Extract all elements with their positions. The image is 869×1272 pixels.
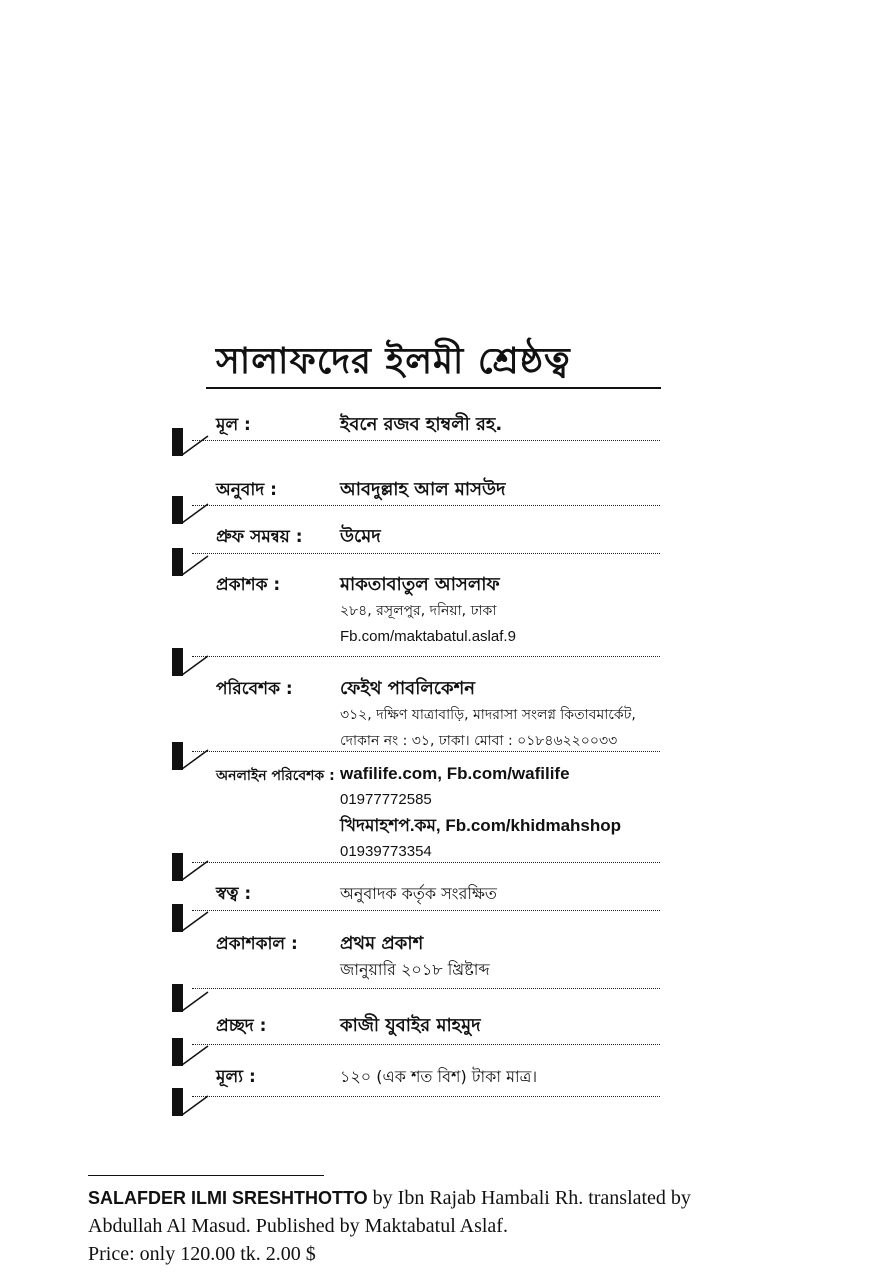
entry-value: অনুবাদক কর্তৃক সংরক্ষিত	[340, 884, 497, 903]
entry-label: প্রকাশকাল :	[216, 934, 298, 954]
entry-value: উমেদ	[340, 526, 381, 547]
footer-line-1	[88, 1184, 788, 1212]
dotted-divider	[192, 751, 660, 752]
corner-mark-icon	[172, 496, 212, 524]
entry-value: Fb.com/maktabatul.aslaf.9	[340, 628, 516, 645]
title-divider	[206, 387, 661, 389]
footer-credits	[88, 1184, 788, 1268]
entry-value: আবদুল্লাহ আল মাসউদ	[340, 479, 506, 500]
entry-label: প্রকাশক :	[216, 575, 281, 595]
entry-value: 01939773354	[340, 843, 432, 860]
footer-line-1-rest: by Ibn Rajab Hambali Rh. translated by	[367, 1187, 691, 1209]
dotted-divider	[192, 440, 660, 441]
dotted-divider	[192, 862, 660, 863]
corner-mark-icon	[172, 648, 212, 676]
corner-mark-icon	[172, 984, 212, 1012]
entry-label: প্রচ্ছদ :	[216, 1016, 267, 1036]
entry-label: প্রুফ সমন্বয় :	[216, 527, 303, 547]
corner-mark-icon	[172, 853, 212, 881]
corner-mark-icon	[172, 1038, 212, 1066]
entry-value: wafilife.com, Fb.com/wafilife	[340, 764, 570, 783]
entry-value: জানুয়ারি ২০১৮ খ্রিষ্টাব্দ	[340, 960, 490, 979]
dotted-divider	[192, 505, 660, 506]
entry-value: ফেইথ পাবলিকেশন	[340, 678, 475, 699]
entry-value: মাকতাবাতুল আসলাফ	[340, 574, 500, 595]
entry-value: ২৮৪, রসূলপুর, দনিয়া, ঢাকা	[340, 603, 497, 619]
corner-mark-icon	[172, 904, 212, 932]
entry-value: খিদমাহশপ.কম, Fb.com/khidmahshop	[340, 816, 622, 835]
entry-value: প্রথম প্রকাশ	[340, 933, 424, 954]
corner-mark-icon	[172, 742, 212, 770]
footer-line-2: Abdullah Al Masud. Published by Maktabatul Aslaf.	[88, 1215, 508, 1237]
dotted-divider	[192, 656, 660, 657]
corner-mark-icon	[172, 428, 212, 456]
corner-mark-icon	[172, 548, 212, 576]
entry-label: পরিবেশক :	[216, 679, 293, 699]
entry-value: ৩১২, দক্ষিণ যাত্রাবাড়ি, মাদরাসা সংলগ্ন কিতাবমার্কেট,	[340, 707, 636, 723]
entry-value: দোকান নং : ৩১, ঢাকা। মোবা : ০১৮৪৬২২০০৩৩	[340, 733, 618, 749]
footer-book-title: SALAFDER ILMI SRESHTHOTTO	[88, 1188, 368, 1208]
entry-value: ১২০ (এক শত বিশ) টাকা মাত্র।	[340, 1067, 538, 1086]
dotted-divider	[192, 910, 660, 911]
dotted-divider	[192, 1096, 660, 1097]
entry-label: মূল :	[216, 415, 251, 435]
dotted-divider	[192, 553, 660, 554]
entry-value: কাজী যুবাইর মাহমুদ	[340, 1015, 481, 1036]
book-title: সালাফদের ইলমী শ্রেষ্ঠত্ব	[216, 341, 571, 382]
corner-mark-icon	[172, 1088, 212, 1116]
footer-line-3: Price: only 120.00 tk. 2.00 $	[88, 1243, 316, 1265]
dotted-divider	[192, 1044, 660, 1045]
entry-label: স্বত্ব :	[216, 884, 252, 904]
footer-divider	[88, 1175, 324, 1176]
entry-value: 01977772585	[340, 791, 432, 808]
dotted-divider	[192, 988, 660, 989]
entry-label: মূল্য :	[216, 1067, 256, 1087]
entry-label: অনলাইন পরিবেশক :	[216, 768, 335, 784]
entry-label: অনুবাদ :	[216, 480, 277, 500]
entry-value: ইবনে রজব হাম্বলী রহ.	[340, 414, 503, 435]
